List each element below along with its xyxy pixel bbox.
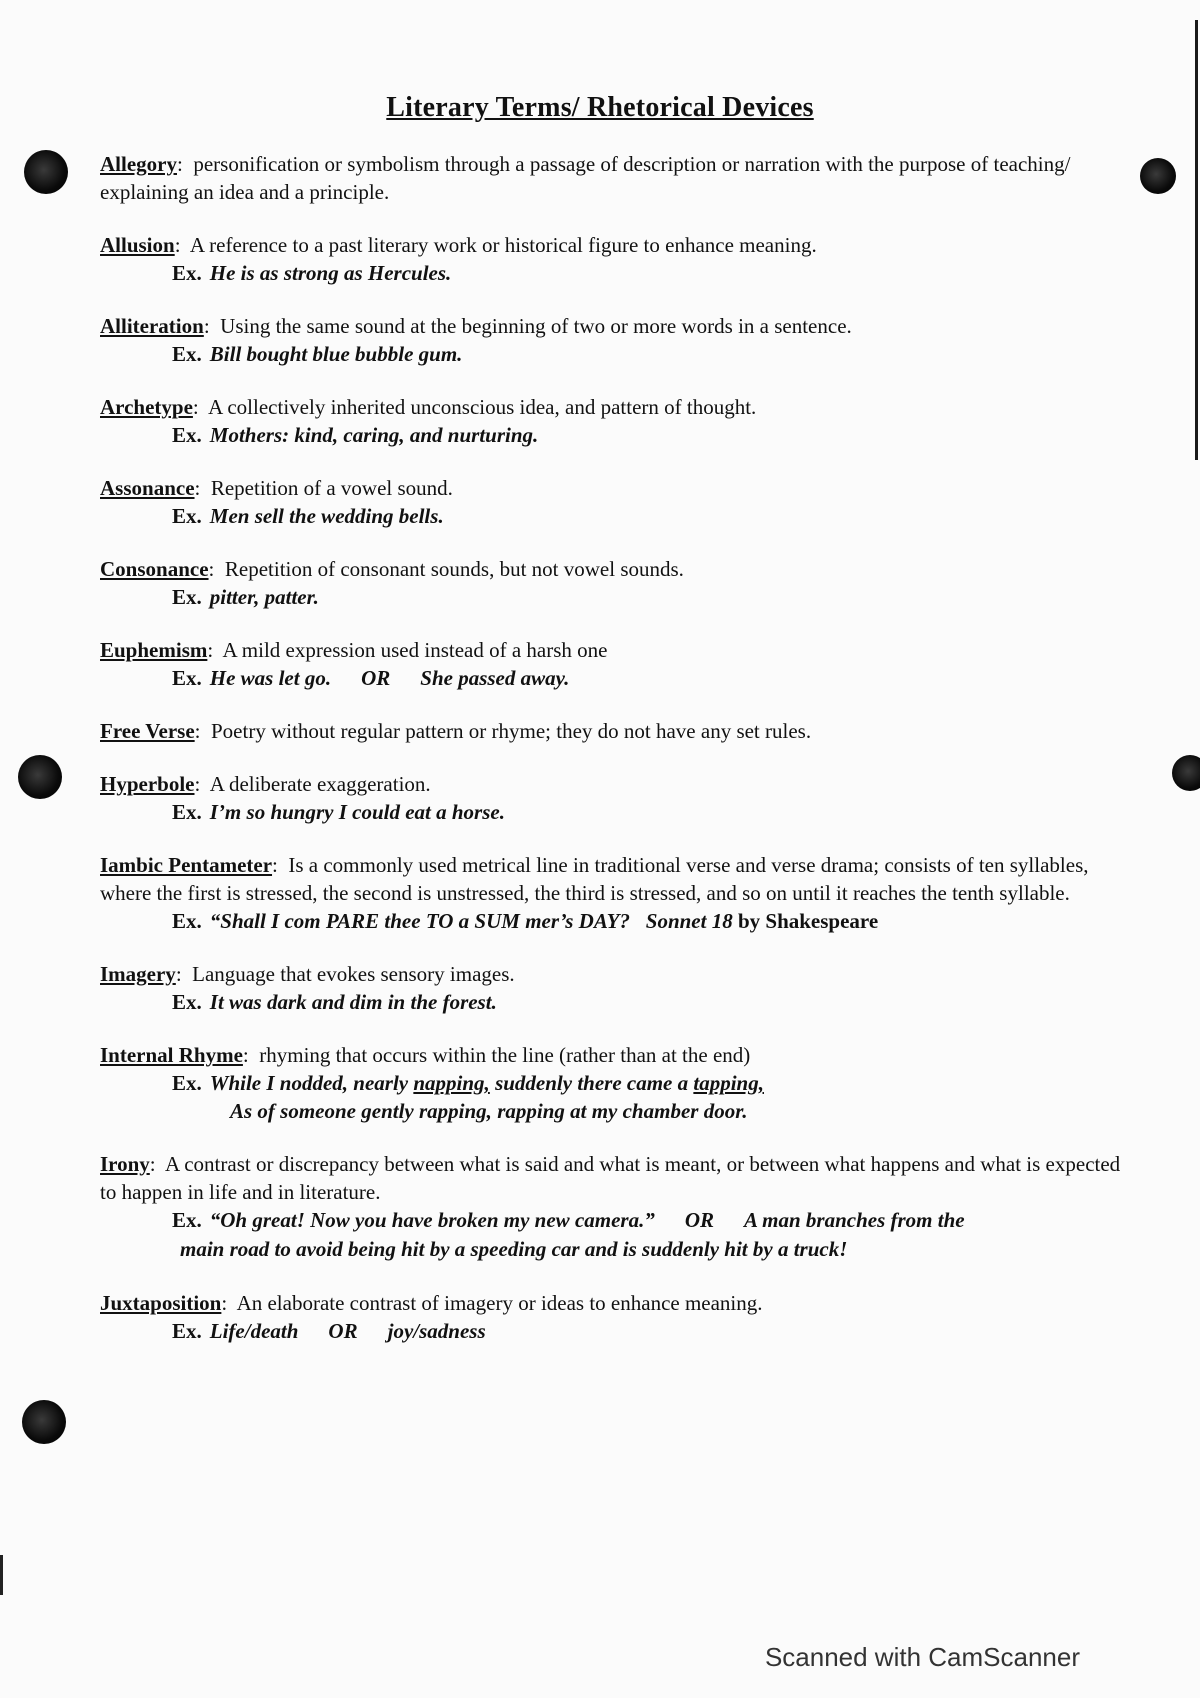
example-text: He is as strong as Hercules.	[209, 261, 452, 285]
example-label: Ex.	[172, 990, 202, 1014]
entry-assonance	[100, 474, 1130, 530]
entry-allegory	[100, 150, 1130, 206]
term-definition: Language that evokes sensory images.	[192, 962, 515, 986]
example-rhyme-word: napping,	[413, 1071, 490, 1095]
punch-hole	[18, 755, 62, 799]
example-line	[100, 1317, 1130, 1345]
term-definition: Repetition of consonant sounds, but not vowel sounds.	[224, 557, 684, 581]
term-definition: Is a commonly used metrical line in traditional verse and verse drama; consists of ten syllables, where the first is stressed, the second is unstressed, the third is stressed, and so on until it reaches the tenth syllable.	[100, 853, 1089, 905]
term-definition: Poetry without regular pattern or rhyme; they do not have any set rules.	[211, 719, 812, 743]
example-label: Ex.	[172, 1319, 202, 1343]
punch-hole	[1172, 755, 1200, 791]
term-label: Free Verse	[100, 719, 195, 743]
term-colon: :	[194, 772, 210, 796]
entry-archetype	[100, 393, 1130, 449]
example-text: It was dark and dim in the forest.	[209, 990, 497, 1014]
example-rhyme-word: rapping	[497, 1099, 565, 1123]
example-line	[100, 988, 1130, 1016]
example-text: She passed away.	[420, 666, 570, 690]
example-text: As of someone gently	[230, 1099, 419, 1123]
example-text: joy/sadness	[387, 1319, 486, 1343]
example-text: “Shall I com PARE thee TO a SUM mer’s DAY?	[209, 909, 631, 933]
example-label: Ex.	[172, 1208, 202, 1232]
example-text: suddenly there came a	[489, 1071, 694, 1095]
entry-imagery	[100, 960, 1130, 1016]
example-text: Bill bought blue bubble gum.	[209, 342, 463, 366]
scan-edge-line	[1195, 20, 1198, 460]
or-separator: OR	[328, 1319, 358, 1343]
example-label: Ex.	[172, 423, 202, 447]
term-definition: A reference to a past literary work or historical figure to enhance meaning.	[189, 233, 817, 257]
example-source-author: by Shakespeare	[737, 909, 879, 933]
entry-allusion	[100, 231, 1130, 287]
example-rhyme-word: rapping,	[419, 1099, 492, 1123]
example-line	[100, 340, 1130, 368]
example-text: He was let go.	[209, 666, 332, 690]
term-label: Irony	[100, 1152, 150, 1176]
term-label: Iambic Pentameter	[100, 853, 273, 877]
scanner-watermark: Scanned with CamScanner	[764, 1642, 1080, 1672]
entry-internal-rhyme	[100, 1041, 1130, 1125]
term-label: Allegory	[100, 152, 177, 176]
term-label: Alliteration	[100, 314, 204, 338]
example-text: While I nodded, nearly	[209, 1071, 414, 1095]
punch-hole	[22, 1400, 66, 1444]
example-text: A man branches from the	[744, 1208, 965, 1232]
example-label: Ex.	[172, 342, 202, 366]
entry-iambic-pentameter	[100, 851, 1130, 935]
example-line	[100, 1206, 1130, 1234]
term-colon: :	[194, 476, 211, 500]
example-line	[100, 907, 1130, 935]
example-line	[100, 502, 1130, 530]
term-definition: personification or symbolism through a passage of description or narration with the purpose of teaching/ explaining an idea and a principle.	[100, 152, 1071, 204]
term-definition: Using the same sound at the beginning of two or more words in a sentence.	[220, 314, 852, 338]
entry-irony	[100, 1150, 1130, 1264]
term-colon: :	[242, 1043, 260, 1067]
example-text: “Oh great! Now you have broken my new camera.”	[209, 1208, 655, 1232]
or-separator: OR	[684, 1208, 715, 1232]
term-label: Hyperbole	[100, 772, 195, 796]
term-label: Euphemism	[100, 638, 208, 662]
term-label: Internal Rhyme	[100, 1043, 243, 1067]
term-colon: :	[192, 395, 209, 419]
term-label: Archetype	[100, 395, 193, 419]
example-rhyme-word: tapping,	[693, 1071, 764, 1095]
term-colon: :	[203, 314, 221, 338]
term-colon: :	[176, 152, 194, 176]
term-colon: :	[272, 853, 289, 877]
term-definition: A mild expression used instead of a harsh one	[222, 638, 608, 662]
example-label: Ex.	[172, 800, 202, 824]
example-text: Mothers: kind, caring, and nurturing.	[209, 423, 539, 447]
example-line	[100, 421, 1130, 449]
term-colon: :	[149, 1152, 165, 1176]
example-line	[100, 1069, 1130, 1097]
term-definition: A collectively inherited unconscious idea, and pattern of thought.	[208, 395, 757, 419]
term-label: Juxtaposition	[100, 1291, 222, 1315]
entry-free-verse	[100, 717, 1130, 745]
scan-edge-mark	[0, 1555, 3, 1595]
example-label: Ex.	[172, 504, 202, 528]
term-definition: rhyming that occurs within the line (rather than at the end)	[259, 1043, 751, 1067]
term-definition: Repetition of a vowel sound.	[210, 476, 453, 500]
example-text: pitter, patter.	[209, 585, 319, 609]
term-colon: :	[175, 962, 193, 986]
term-definition: An elaborate contrast of imagery or ideas to enhance meaning.	[236, 1291, 763, 1315]
example-text: at my chamber door.	[564, 1099, 748, 1123]
term-colon: :	[208, 557, 225, 581]
example-line	[100, 583, 1130, 611]
example-label: Ex.	[172, 585, 202, 609]
term-label: Consonance	[100, 557, 209, 581]
entry-juxtaposition	[100, 1289, 1130, 1345]
terms-list	[100, 150, 1130, 1370]
example-line	[100, 664, 1130, 692]
term-label: Allusion	[100, 233, 175, 257]
term-colon: :	[174, 233, 190, 257]
punch-hole	[24, 150, 68, 194]
example-line	[100, 798, 1130, 826]
term-definition: A deliberate exaggeration.	[209, 772, 431, 796]
term-label: Assonance	[100, 476, 195, 500]
entry-euphemism	[100, 636, 1130, 692]
example-line	[100, 259, 1130, 287]
example-label: Ex.	[172, 666, 202, 690]
page-title: Literary Terms/ Rhetorical Devices	[386, 92, 814, 123]
example-text: Men sell the wedding bells.	[209, 504, 444, 528]
example-line-continued: main road to avoid being hit by a speeding car and is suddenly hit by a truck!	[180, 1237, 848, 1261]
entry-hyperbole	[100, 770, 1130, 826]
example-label: Ex.	[172, 1071, 202, 1095]
example-text: I’m so hungry I could eat a horse.	[209, 800, 505, 824]
example-source-title: Sonnet 18	[645, 909, 733, 933]
entry-alliteration	[100, 312, 1130, 368]
term-colon: :	[194, 719, 211, 743]
term-definition: A contrast or discrepancy between what is said and what is meant, or between what happens and what is expected to happen in life and in literature.	[100, 1152, 1121, 1204]
or-separator: OR	[361, 666, 391, 690]
example-label: Ex.	[172, 261, 202, 285]
term-label: Imagery	[100, 962, 176, 986]
term-colon: :	[207, 638, 223, 662]
example-text: Life/death	[209, 1319, 299, 1343]
example-label: Ex.	[172, 909, 202, 933]
entry-consonance	[100, 555, 1130, 611]
example-line	[100, 1097, 1130, 1125]
term-colon: :	[221, 1291, 237, 1315]
punch-hole	[1140, 158, 1176, 194]
